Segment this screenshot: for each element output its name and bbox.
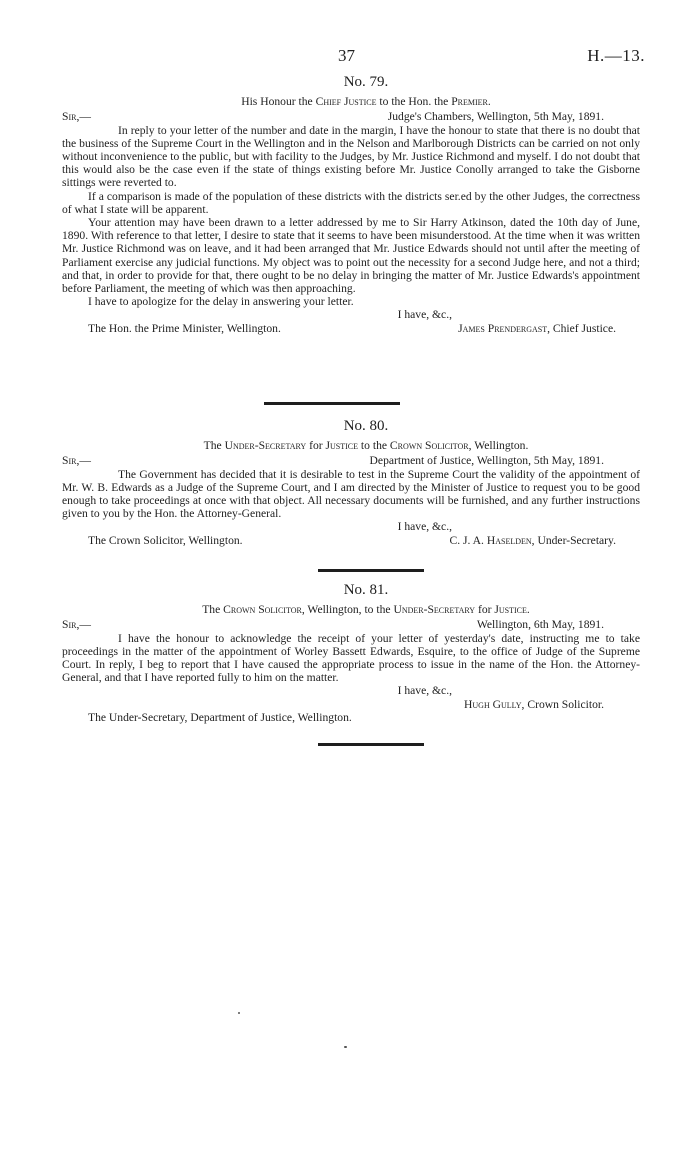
paper-speck — [344, 1046, 347, 1048]
closing: I have, &c., — [397, 308, 452, 322]
section-divider — [264, 402, 400, 405]
salutation: Sir,— — [62, 110, 91, 124]
closing-row — [62, 322, 640, 335]
letter-80 — [62, 420, 640, 547]
letter-heading: The Crown Solicitor, Wellington, to the Under-Secretary for Justice. — [202, 603, 530, 617]
signature: James Prendergast, Chief Justice. — [458, 321, 616, 335]
addressee: The Crown Solicitor, Wellington. — [88, 533, 243, 547]
salutation: Sir,— — [62, 454, 91, 468]
letter-81 — [62, 584, 640, 724]
page-number: 37 — [338, 46, 355, 65]
salutation: Sir,— — [62, 618, 91, 632]
section-divider — [318, 569, 424, 572]
letter-number: No. 81. — [343, 582, 389, 598]
dateline: Department of Justice, Wellington, 5th May, 1891. — [369, 454, 604, 468]
signature: Hugh Gully, Crown Solicitor. — [464, 697, 604, 711]
paragraph: If a comparison is made of the population of these districts with the districts ser.ed by the other Judges, the correctness of what I state will be apparent. — [62, 189, 640, 216]
letter-number: No. 79. — [343, 74, 389, 90]
dateline: Wellington, 6th May, 1891. — [476, 618, 604, 632]
letter-heading: His Honour the Chief Justice to the Hon. the Premier. — [241, 95, 491, 109]
addressee: The Hon. the Prime Minister, Wellington. — [88, 321, 281, 335]
signature: C. J. A. Haselden, Under-Secretary. — [449, 533, 616, 547]
addressee: The Under-Secretary, Department of Justice, Wellington. — [88, 710, 352, 724]
letter-79 — [62, 76, 640, 335]
closing: I have, &c., — [397, 520, 452, 534]
paragraph: I have the honour to acknowledge the receipt of your letter of yesterday's date, instructing me to take proceedings in the matter of the appointment of Worley Bassett Edwards, Esquire, to the office of Judge of the Supreme Court. In reply, I beg to report that I have caused the appropriate process to issue in the name of the Hon. the Attorney-General, and that I have reported fully to him on the matter. — [62, 631, 640, 685]
section-divider — [318, 743, 424, 746]
letter-number: No. 80. — [343, 418, 389, 434]
paper-speck — [238, 1012, 240, 1014]
salutation-row — [62, 618, 640, 631]
paragraph: I have to apologize for the delay in answering your letter. — [88, 295, 354, 309]
paragraph: In reply to your letter of the number and date in the margin, I have the honour to state that there is no doubt that the business of the Supreme Court in the Wellington and in the Nelson and Marlborough Districts can be carried on not only without inconvenience to the public, but with facility to the Judges, by Mr. Justice Richmond and myself. I do not doubt that this would also be the case even if the state of things existing before Mr. Justice Conolly arranged to take the Gisborne sittings were reverted to. — [62, 123, 640, 190]
dateline: Judge's Chambers, Wellington, 5th May, 1891. — [387, 110, 604, 124]
closing-row — [62, 534, 640, 547]
salutation-row — [62, 110, 640, 123]
letter-heading: The Under-Secretary for Justice to the Crown Solicitor, Wellington. — [203, 439, 529, 453]
paper-reference: H.—13. — [587, 46, 645, 65]
paragraph: Your attention may have been drawn to a letter addressed by me to Sir Harry Atkinson, dated the 10th day of June, 1890. With reference to that letter, I desire to state that it seems to have been misunderstood. At the time when it was written Mr. Justice Richmond was on leave, and it had been arranged that Mr. Justice Edwards should not until after the meeting of Parliament exercise any judicial functions. My object was to point out the necessity for a second Judge here, and not a third; and that, in order to provide for that, there ought to be no delay in bringing the matter of Mr. Justice Edwards's appointment before Parliament, the meeting of which was then approaching. — [62, 216, 640, 296]
salutation-row — [62, 454, 640, 467]
closing: I have, &c., — [397, 684, 452, 698]
paragraph: The Government has decided that it is desirable to test in the Supreme Court the validity of the appointment of Mr. W. B. Edwards as a Judge of the Supreme Court, and I am directed by the Minister of Justice to request you to be good enough to take proceedings at once with that object. All necessary documents will be furnished, and any further instructions given to you by the Hon. the Attorney-General. — [62, 467, 640, 521]
